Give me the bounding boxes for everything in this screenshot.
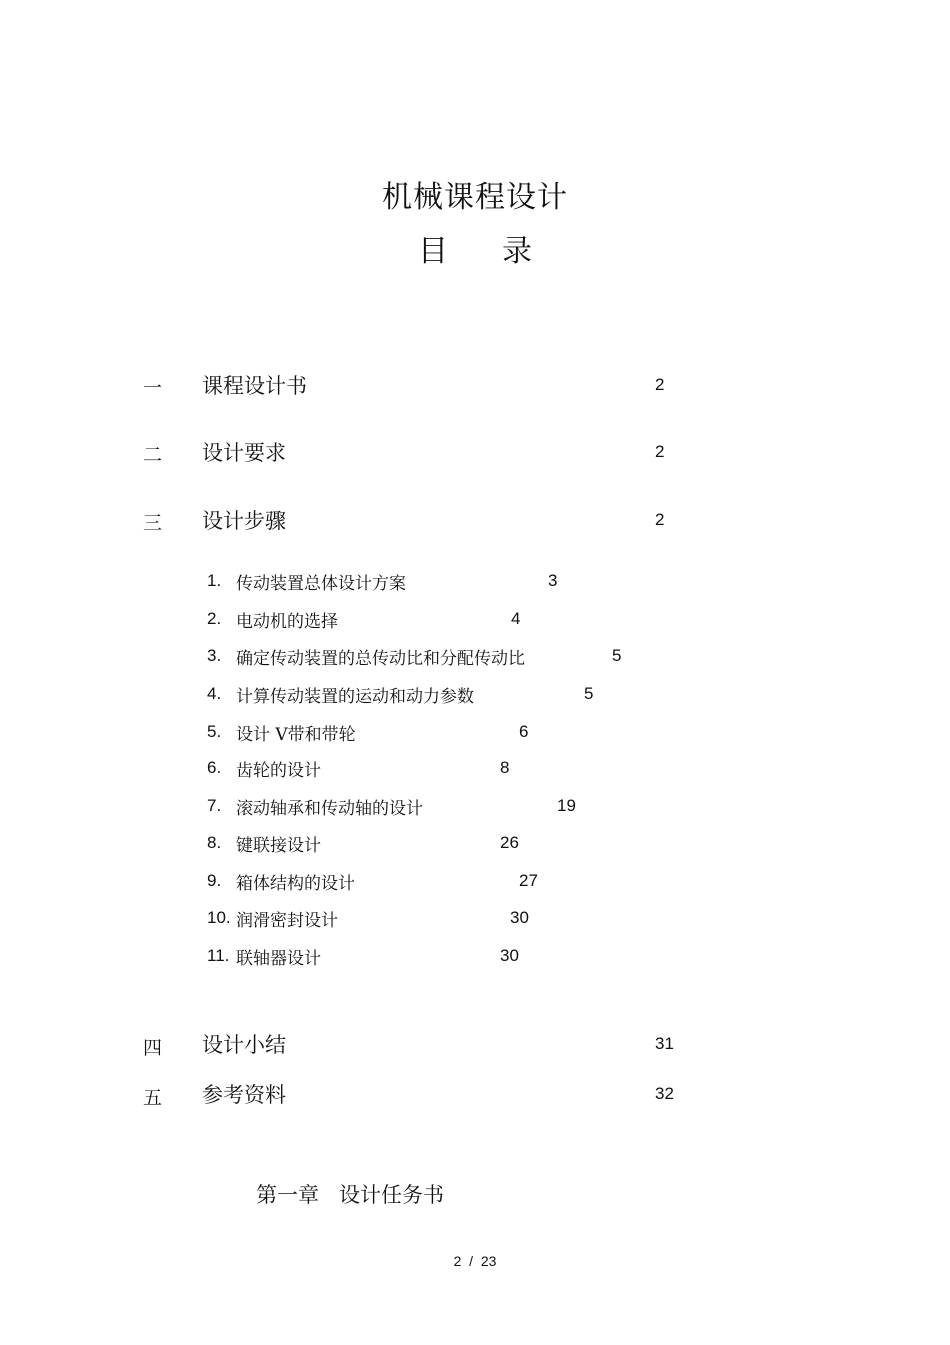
subsection-label: 齿轮的设计 <box>236 761 321 781</box>
subsection-page: 4 <box>511 609 521 628</box>
section-label: 设计小结 <box>202 1033 286 1057</box>
document-title: 机械课程设计 <box>382 180 568 215</box>
subsection-index: 9. <box>207 871 222 890</box>
subsection-index: 6. <box>207 758 222 777</box>
subsection-index: 7. <box>207 796 222 815</box>
section-number: 一 <box>143 377 163 399</box>
subsection-label: 润滑密封设计 <box>236 911 338 931</box>
section-label: 课程设计书 <box>202 374 307 398</box>
subsection-page: 26 <box>500 833 519 852</box>
subsection-index: 5. <box>207 722 222 741</box>
subsection-page: 30 <box>510 908 529 927</box>
subsection-index: 1. <box>207 571 222 590</box>
section-label: 设计要求 <box>202 441 286 465</box>
subsection-page: 5 <box>612 646 622 665</box>
subsection-label: 电动机的选择 <box>236 612 338 632</box>
subsection-page: 3 <box>548 571 558 590</box>
subsection-label: 箱体结构的设计 <box>236 874 355 894</box>
subsection-index: 4. <box>207 684 222 703</box>
section-page: 31 <box>655 1034 674 1053</box>
section-page: 2 <box>655 375 665 394</box>
subsection-index: 11. <box>207 946 230 965</box>
section-label: 参考资料 <box>202 1083 286 1107</box>
subsection-label: 传动装置总体设计方案 <box>236 574 406 594</box>
section-page: 2 <box>655 442 665 461</box>
chapter-heading: 第一章 设计任务书 <box>256 1183 445 1207</box>
subsection-label: 计算传动装置的运动和动力参数 <box>236 687 474 707</box>
subsection-page: 8 <box>500 758 510 777</box>
subsection-index: 8. <box>207 833 222 852</box>
toc-title: 目录 <box>418 234 586 269</box>
subsection-page: 6 <box>519 722 529 741</box>
subsection-index: 10. <box>207 908 231 927</box>
section-number: 四 <box>143 1037 163 1059</box>
section-number: 二 <box>143 444 163 466</box>
section-page: 32 <box>655 1084 674 1103</box>
subsection-label: 联轴器设计 <box>236 949 321 969</box>
section-number: 五 <box>143 1087 163 1109</box>
subsection-page: 5 <box>584 684 594 703</box>
section-page: 2 <box>655 510 665 529</box>
page-footer: 2 / 23 <box>453 1253 497 1269</box>
subsection-index: 3. <box>207 646 222 665</box>
subsection-label: 确定传动装置的总传动比和分配传动比 <box>236 649 525 669</box>
section-label: 设计步骤 <box>202 509 286 533</box>
subsection-page: 30 <box>500 946 519 965</box>
section-number: 三 <box>143 512 163 534</box>
subsection-label: 键联接设计 <box>236 836 321 856</box>
subsection-label: 滚动轴承和传动轴的设计 <box>236 799 423 819</box>
subsection-label: 设计 V带和带轮 <box>236 725 356 745</box>
subsection-index: 2. <box>207 609 222 628</box>
subsection-page: 27 <box>519 871 538 890</box>
subsection-page: 19 <box>557 796 576 815</box>
